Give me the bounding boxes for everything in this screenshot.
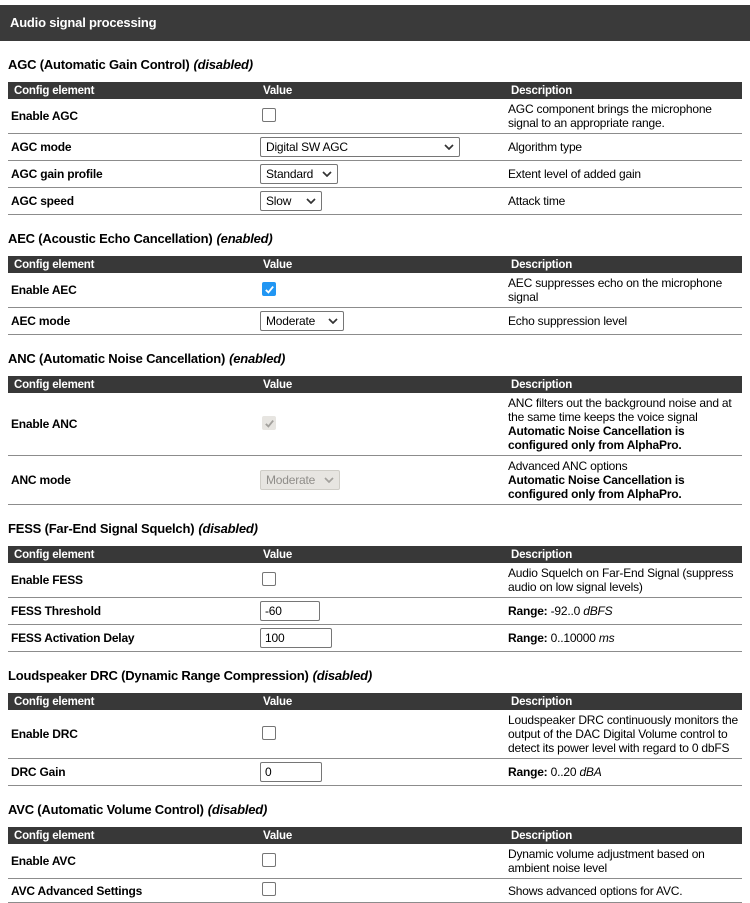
config-label-agc-gain-profile: AGC gain profile [8,161,257,188]
column-header-value: Value [257,256,505,273]
description-anc-mode [505,456,742,505]
table-row [8,161,742,188]
description-text: 0..10000 [547,631,599,645]
page-title: Audio signal processing [10,15,157,30]
checkbox-enable-anc [262,416,276,430]
checkbox-enable-avc[interactable] [262,853,276,867]
config-label-enable-drc: Enable DRC [8,710,257,759]
section-title-fess [8,521,750,536]
section-title-anc [8,351,750,366]
description-text: AEC suppresses echo on the microphone signal [508,276,723,304]
description-agc-speed [505,188,742,215]
value-cell [257,598,505,625]
table-fess [8,546,742,652]
table-header-row [8,256,742,273]
value-cell [257,393,505,456]
table-header-row [8,827,742,844]
description-agc-gain-profile [505,161,742,188]
table-row [8,393,742,456]
column-header-config: Config element [8,82,257,99]
description-enable-aec [505,273,742,308]
section-title-avc [8,802,750,817]
description-text: Loudspeaker DRC continuously monitors the output of the DAC Digital Volume control to detect its power level with regard to 0 dbFS [508,713,738,755]
description-text: AGC component brings the microphone signal to an appropriate range. [508,102,712,130]
value-cell [257,710,505,759]
select-agc-speed[interactable] [260,191,322,211]
description-text: dBFS [583,604,613,618]
section-title-drc [8,668,750,683]
section-title-text: AEC (Acoustic Echo Cancellation) [8,231,213,246]
select-value: Digital SW AGC [266,140,348,154]
description-enable-drc [505,710,742,759]
description-enable-agc [505,99,742,134]
config-label-anc-mode: ANC mode [8,456,257,505]
input-fess-threshold[interactable] [260,601,320,621]
config-label-agc-mode: AGC mode [8,134,257,161]
description-text: Range: [508,604,548,618]
table-row [8,710,742,759]
description-enable-fess [505,563,742,598]
checkbox-enable-drc[interactable] [262,726,276,740]
select-anc-mode [260,470,340,490]
sections-container [0,57,750,903]
value-cell [257,308,505,335]
column-header-description: Description [505,693,742,710]
config-label-aec-mode: AEC mode [8,308,257,335]
table-header-row [8,546,742,563]
table-row [8,759,742,786]
description-text: Shows advanced options for AVC. [508,883,683,898]
description-text: Range: [508,631,548,645]
value-cell [257,456,505,505]
page-title-bar [0,5,750,41]
table-row [8,273,742,308]
description-text: Extent level of added gain [508,167,641,181]
input-drc-gain[interactable] [260,762,322,782]
table-row [8,844,742,879]
description-text: Advanced ANC options [508,459,628,473]
description-text: dBA [579,765,602,779]
select-value: Moderate [266,473,316,487]
section-title-text: FESS (Far-End Signal Squelch) [8,521,195,536]
section-status: (disabled) [198,521,258,536]
description-text: Automatic Noise Cancellation is configured only from AlphaPro. [508,473,685,501]
select-value: Standard [266,167,314,181]
table-row [8,563,742,598]
column-header-config: Config element [8,827,257,844]
select-value: Moderate [266,314,316,328]
value-cell [257,161,505,188]
description-text: Algorithm type [508,140,582,154]
column-header-config: Config element [8,693,257,710]
table-row [8,879,742,903]
config-label-enable-aec: Enable AEC [8,273,257,308]
column-header-config: Config element [8,546,257,563]
checkbox-enable-agc[interactable] [262,108,276,122]
table-row [8,625,742,652]
section-status: (disabled) [193,57,253,72]
checkbox-avc-advanced-settings[interactable] [262,882,276,896]
section-title-text: Loudspeaker DRC (Dynamic Range Compression) [8,668,309,683]
table-row [8,308,742,335]
description-text: 0..20 [547,765,580,779]
section-title-text: ANC (Automatic Noise Cancellation) [8,351,226,366]
column-header-description: Description [505,82,742,99]
value-cell [257,99,505,134]
column-header-description: Description [505,256,742,273]
checkbox-enable-fess[interactable] [262,572,276,586]
column-header-value: Value [257,827,505,844]
description-text: ANC filters out the background noise and at the same time keeps the voice signal [508,396,732,424]
column-header-value: Value [257,546,505,563]
select-aec-mode[interactable] [260,311,344,331]
description-text: Dynamic volume adjustment based on ambient noise level [508,847,705,875]
description-text: Range: [508,765,548,779]
description-text: Attack time [508,194,566,208]
table-header-row [8,693,742,710]
section-title-text: AVC (Automatic Volume Control) [8,802,204,817]
description-enable-avc [505,844,742,879]
description-text: -92..0 [547,604,584,618]
table-header-row [8,376,742,393]
column-header-value: Value [257,376,505,393]
table-row [8,598,742,625]
column-header-description: Description [505,827,742,844]
checkbox-enable-aec[interactable] [262,282,276,296]
column-header-value: Value [257,82,505,99]
description-text: Audio Squelch on Far-End Signal (suppress audio on low signal levels) [508,566,734,594]
description-text: Automatic Noise Cancellation is configured only from AlphaPro. [508,424,685,452]
table-row [8,134,742,161]
config-label-avc-advanced-settings: AVC Advanced Settings [8,879,257,903]
value-cell [257,134,505,161]
description-fess-threshold [505,598,742,625]
section-title-agc [8,57,750,72]
column-header-config: Config element [8,256,257,273]
config-label-enable-agc: Enable AGC [8,99,257,134]
table-row [8,188,742,215]
description-drc-gain [505,759,742,786]
value-cell [257,563,505,598]
description-text: ms [598,631,615,645]
column-header-value: Value [257,693,505,710]
value-cell [257,188,505,215]
table-aec [8,256,742,335]
table-row [8,99,742,134]
table-header-row [8,82,742,99]
column-header-config: Config element [8,376,257,393]
config-label-enable-anc: Enable ANC [8,393,257,456]
select-agc-mode[interactable] [260,137,460,157]
section-status: (disabled) [207,802,268,817]
description-aec-mode [505,308,742,335]
section-title-aec [8,231,750,246]
table-agc [8,82,742,215]
description-agc-mode [505,134,742,161]
table-anc [8,376,742,505]
config-label-fess-threshold: FESS Threshold [8,598,257,625]
config-label-drc-gain: DRC Gain [8,759,257,786]
column-header-description: Description [505,376,742,393]
value-cell [257,879,505,903]
value-cell [257,625,505,652]
table-row [8,456,742,505]
value-cell [257,759,505,786]
section-status: (enabled) [216,231,273,246]
value-cell [257,273,505,308]
description-fess-activation-delay [505,625,742,652]
description-enable-anc [505,393,742,456]
select-agc-gain-profile[interactable] [260,164,338,184]
section-status: (disabled) [312,668,372,683]
input-fess-activation-delay[interactable] [260,628,332,648]
config-label-enable-avc: Enable AVC [8,844,257,879]
section-title-text: AGC (Automatic Gain Control) [8,57,190,72]
table-avc [8,827,742,903]
description-avc-advanced-settings [505,879,742,903]
table-drc [8,693,742,786]
config-label-agc-speed: AGC speed [8,188,257,215]
description-text: Echo suppression level [508,314,628,328]
value-cell [257,844,505,879]
config-label-fess-activation-delay: FESS Activation Delay [8,625,257,652]
select-value: Slow [266,194,292,208]
column-header-description: Description [505,546,742,563]
config-label-enable-fess: Enable FESS [8,563,257,598]
section-status: (enabled) [229,351,286,366]
